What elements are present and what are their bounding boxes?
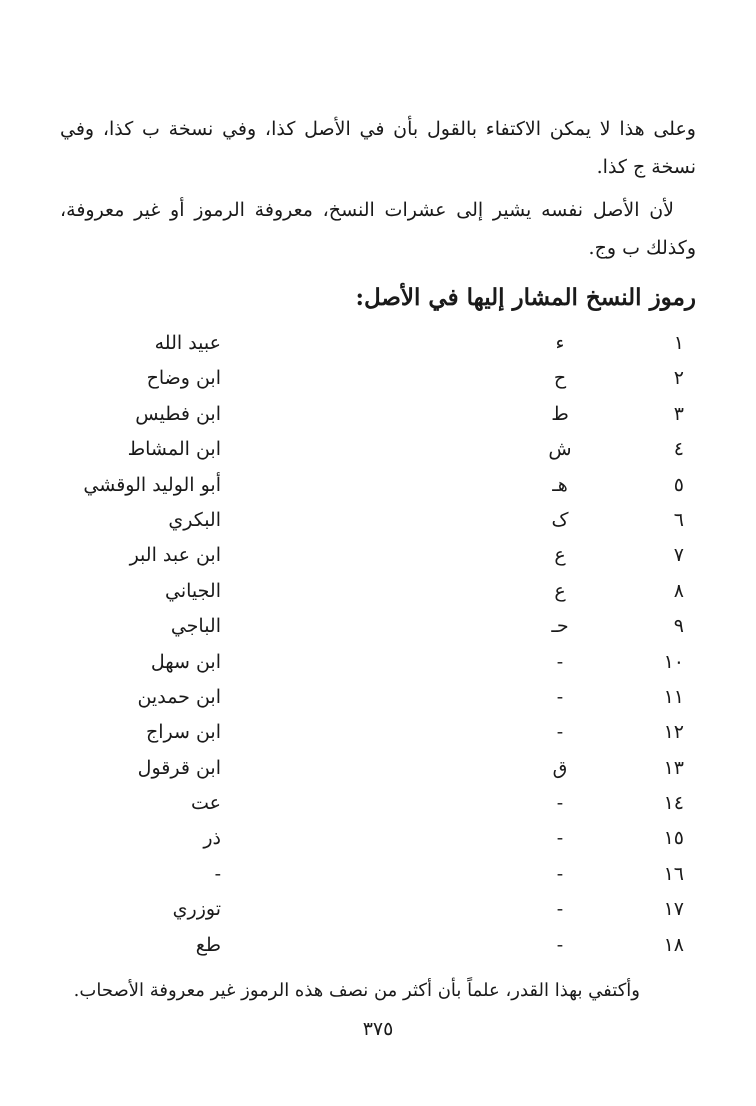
row-name: ابن قرقول [137, 756, 221, 779]
paragraph-1: وعلى هذا لا يمكن الاكتفاء بالقول بأن في الأصل كذا، وفي نسخة ب كذا، وفي نسخة ج كذا. [60, 118, 696, 178]
row-number: ١٢ [663, 721, 684, 744]
row-name: ابن سراج [145, 721, 221, 744]
table-row [0, 361, 756, 396]
row-number: ٨ [673, 579, 684, 602]
row-name: ابن حمدين [137, 685, 221, 708]
row-number: ١٠ [663, 650, 684, 673]
table-row [0, 432, 756, 467]
row-symbol: - [556, 685, 564, 708]
page-number: ٣٧٥ [362, 1018, 394, 1040]
table-row [0, 326, 756, 361]
row-number: ١ [673, 332, 684, 354]
row-symbol: ح [553, 367, 567, 390]
table-row [0, 821, 756, 856]
table-row [0, 715, 756, 750]
table-row [0, 538, 756, 573]
table-row [0, 645, 756, 680]
row-name: الباجي [170, 615, 221, 638]
row-name: ابن عبد البر [129, 544, 221, 567]
row-name: ابن فطيس [135, 402, 221, 425]
row-name: ابن المشاط [127, 438, 221, 461]
closing-sentence: وأكتفي بهذا القدر، علماً بأن أكثر من نصف هذه الرموز غير معروفة الأصحاب. [73, 980, 640, 1001]
row-symbol: هـ [552, 473, 568, 496]
table-row [0, 609, 756, 644]
row-number: ١١ [663, 685, 684, 708]
row-name: عبيد الله [154, 332, 221, 354]
table-row [0, 892, 756, 927]
row-symbol: ک [551, 508, 569, 531]
table-row [0, 928, 756, 963]
row-name: البكري [168, 508, 221, 531]
row-symbol: - [556, 933, 564, 956]
row-name: طع [195, 933, 221, 956]
row-number: ١٣ [663, 756, 684, 779]
row-name: ذر [203, 827, 221, 850]
row-name: - [214, 862, 221, 885]
table-row [0, 786, 756, 821]
row-number: ٢ [673, 367, 684, 390]
row-number: ٥ [673, 473, 684, 496]
section-heading: رموز النسخ المشار إليها في الأصل: [355, 284, 696, 311]
row-number: ٩ [673, 615, 684, 638]
row-number: ١٤ [663, 792, 684, 815]
paragraph-2: لأن الأصل نفسه يشير إلى عشرات النسخ، معروفة الرموز أو غير معروفة، وكذلك ب وج. [60, 199, 696, 259]
row-symbol: - [556, 721, 564, 744]
row-symbol: ء [555, 332, 565, 354]
row-number: ١٦ [663, 862, 684, 885]
row-symbol: ش [548, 438, 572, 461]
row-name: الجياني [165, 579, 221, 602]
row-name: أبو الوليد الوقشي [83, 473, 221, 496]
table-row [0, 857, 756, 892]
row-number: ٣ [673, 402, 684, 425]
row-symbol: ع [554, 544, 566, 567]
row-symbol: ط [551, 402, 569, 425]
row-number: ١٥ [663, 827, 684, 850]
row-symbol: - [556, 898, 564, 921]
table-row [0, 680, 756, 715]
table-row [0, 503, 756, 538]
row-symbol: - [556, 792, 564, 815]
row-name: توزري [172, 898, 221, 921]
row-symbol: ع [554, 579, 566, 602]
table-row [0, 468, 756, 503]
row-number: ٤ [673, 438, 684, 461]
manuscript-symbols-table [0, 326, 756, 963]
row-symbol: - [556, 827, 564, 850]
row-symbol: ق [552, 756, 568, 779]
row-symbol: حـ [551, 615, 569, 638]
table-row [0, 751, 756, 786]
row-name: ابن وضاح [146, 367, 221, 390]
row-symbol: - [556, 650, 564, 673]
table-row [0, 574, 756, 609]
row-name: عت [191, 792, 221, 815]
row-name: ابن سهل [150, 650, 221, 673]
row-symbol: - [556, 862, 564, 885]
row-number: ١٨ [663, 933, 684, 956]
row-number: ٧ [673, 544, 684, 567]
table-row [0, 397, 756, 432]
row-number: ٦ [673, 508, 684, 531]
row-number: ١٧ [663, 898, 684, 921]
